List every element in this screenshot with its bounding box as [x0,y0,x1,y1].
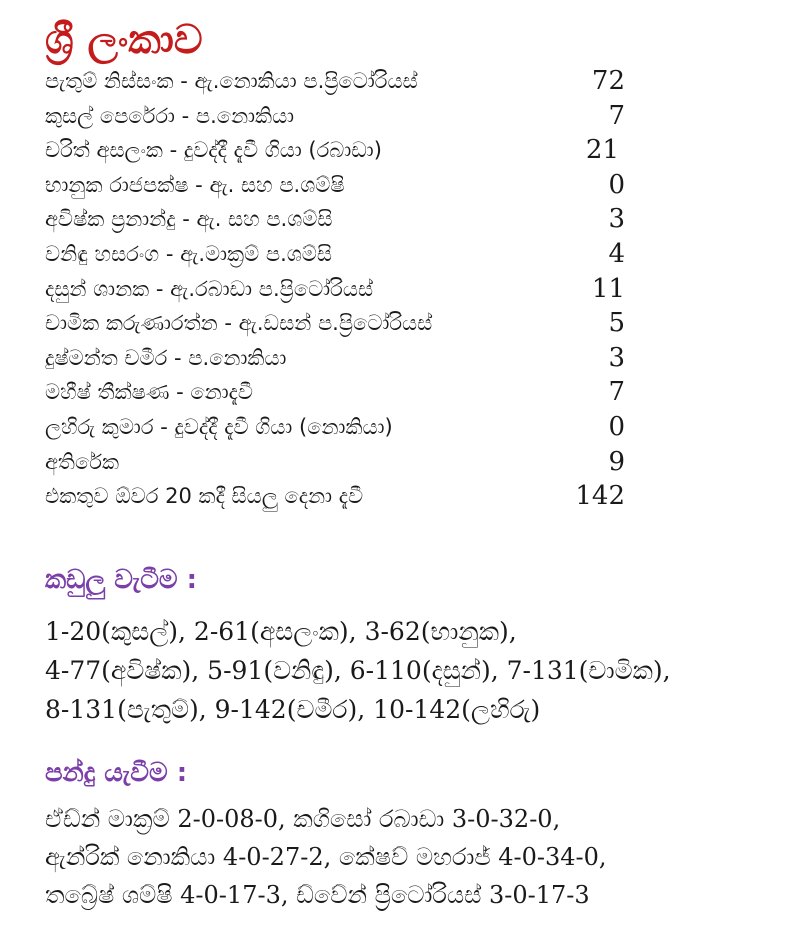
batter-dismissal: වනිඳු හසරංග - ඇ.මාක්‍රම් ප.ශම්සි [45,241,332,266]
batting-row [45,272,625,307]
batter-dismissal: ලහිරු කුමාර - දුවද්දී දැවී ගියා (නොකියා) [45,414,393,439]
bowling-line: ඒඩ්න් මාක්‍රම් 2-0-08-0, කගිසෝ රබාඩා 3-0-32-0, [45,805,561,833]
total-row [45,479,625,514]
batting-row [45,202,625,237]
batter-runs: 7 [608,100,625,131]
bowling-line: ඇන්රික් නොකියා 4-0-27-2, කේෂව් මහරාජ් 4-0-34-0, [45,843,607,871]
batting-row [45,341,625,376]
total-runs: 142 [575,481,625,512]
extras-row [45,445,625,480]
batter-dismissal: දුෂ්මන්ත චමීර - ප.නොකියා [45,345,287,370]
fall-of-wickets [45,612,785,729]
team-title: ශ්‍රී ලංකාව [45,16,203,63]
batter-runs: 11 [591,273,625,304]
total-label: එකතුව ඕවර 20 කදී සියලු දෙනා දැවී [45,484,364,509]
batting-row [45,99,625,134]
batter-dismissal: චරිත් අසලංක - දුවද්දී දැවී ගියා (රබාඩා) [45,138,382,163]
batter-dismissal: භානුක රාජපක්ෂ - ඇ. සහ ප.ශම්ෂි [45,172,345,197]
bowling-heading: පන්දු යැවීම : [45,758,188,788]
batter-runs: 3 [608,204,625,235]
batter-runs: 7 [608,377,625,408]
batting-row [45,133,625,168]
batter-runs: 0 [608,411,625,442]
fow-line: 1-20(කුසල්), 2-61(අසලංක), 3-62(භානුක), [45,617,517,646]
batter-dismissal: අවිෂ්ක ප්‍රනාන්දු - ඇ. සහ ප.ශම්සි [45,207,333,232]
batter-runs: 72 [591,66,625,96]
batter-dismissal: චාමික කරුණාරත්න - ඇ.ඩසන් ප.ප්‍රිටෝරියස් [45,311,433,336]
bowling-line: තබ්‍රේෂ් ශම්ෂි 4-0-17-3, ඩ්වේන් ප්‍රිටෝරියස් 3-0-17-3 [45,881,590,909]
batter-runs: 5 [608,308,625,339]
extras-label: අතිරේක [45,449,120,474]
fall-of-wickets-heading: කඩුලු වැටීම : [45,565,198,595]
batting-row [45,375,625,410]
batting-row [45,306,625,341]
batting-scorecard [45,64,625,514]
batter-dismissal: කුසල් පෙරේරා - ප.නොකියා [45,103,295,128]
batter-dismissal: දසුන් ශානක - ඇ.රබාඩා ප.ප්‍රිටෝරියස් [45,276,374,301]
batter-runs: 0 [608,169,625,200]
fow-line: 8-131(පැතුම්), 9-142(චමීර), 10-142(ලහිරු) [45,695,541,724]
batting-row [45,237,625,272]
batter-runs: 4 [608,238,625,269]
batting-row [45,410,625,445]
batter-dismissal: පැතුම් නිස්සංක - ඇ.නොකියා ප.ප්‍රිටෝරියස් [45,69,418,93]
batting-row [45,168,625,203]
batter-runs: 3 [608,342,625,373]
fow-line: 4-77(අවිෂ්ක), 5-91(වනිඳු), 6-110(දසුන්), 7-131(චාමික), [45,656,671,685]
extras-runs: 9 [608,446,625,477]
batter-dismissal: මහීෂ් තීක්ෂණ - නොදැවී [45,380,254,405]
bowling-figures [45,800,785,914]
batter-runs: 21 [585,135,619,166]
batting-row [45,64,625,99]
